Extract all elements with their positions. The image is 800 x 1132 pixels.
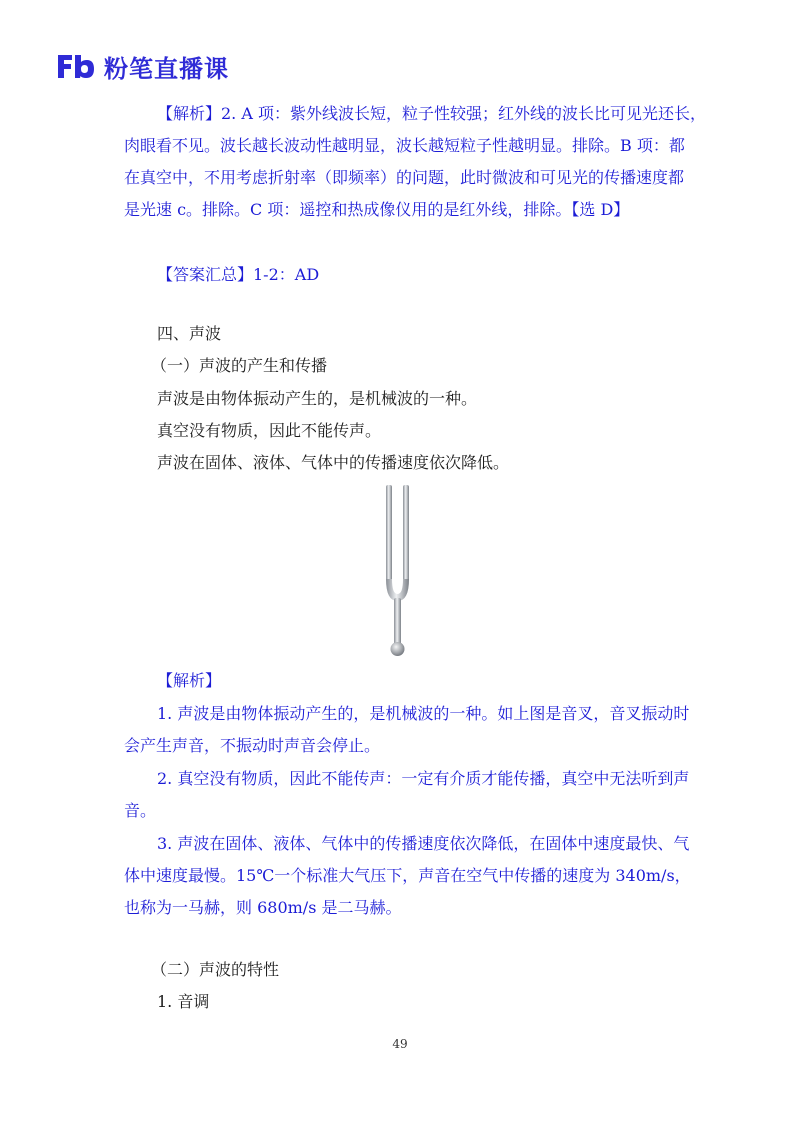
brand-logo [56,50,229,82]
subsection-heading-1: （一）声波的产生和传播 [151,356,328,375]
section-heading: 四、声波 [157,324,222,343]
logo-text: 粉笔直播课 [104,54,229,83]
analysis-1-line-2: 肉眼看不见。波长越长波动性越明显，波长越短粒子性越明显。排除。B 项：都 [124,136,685,155]
analysis-1-line-3: 在真空中，不用考虑折射率（即频率）的问题，此时微波和可见光的传播速度都 [124,168,685,187]
fb-logo-icon [56,52,96,80]
analysis-2-item-3-line-1: 3. 声波在固体、液体、气体中的传播速度依次降低，在固体中速度最快、气 [157,834,690,853]
analysis-2-label: 【解析】 [157,671,222,690]
paragraph-1: 声波是由物体振动产生的，是机械波的一种。 [157,389,478,408]
analysis-2-item-1-line-1: 1. 声波是由物体振动产生的，是机械波的一种。如上图是音叉，音叉振动时 [157,704,690,723]
answer-summary: 【答案汇总】1-2：AD [157,265,320,284]
list-item-pitch: 1. 音调 [157,992,210,1011]
analysis-2-item-1-line-2: 会产生声音，不振动时声音会停止。 [124,736,381,755]
analysis-1-line-1: 【解析】2. A 项：紫外线波长短，粒子性较强；红外线的波长比可见光还长， [157,104,706,123]
paragraph-2: 真空没有物质，因此不能传声。 [157,421,382,440]
analysis-2-item-3-line-3: 也称为一马赫，则 680m/s 是二马赫。 [124,898,402,917]
page-number: 49 [392,1037,408,1051]
tuning-fork-image [372,483,422,663]
subsection-heading-2: （二）声波的特性 [151,960,280,979]
analysis-2-item-2-line-2: 音。 [124,801,157,820]
analysis-2-item-3-line-2: 体中速度最慢。15℃一个标准大气压下，声音在空气中传播的速度为 340m/s， [124,866,691,885]
analysis-2-item-2-line-1: 2. 真空没有物质，因此不能传声：一定有介质才能传播，真空中无法听到声 [157,769,690,788]
paragraph-3: 声波在固体、液体、气体中的传播速度依次降低。 [157,453,510,472]
analysis-1-line-4: 是光速 c。排除。C 项：遥控和热成像仪用的是红外线，排除。【选 D】 [124,200,630,219]
